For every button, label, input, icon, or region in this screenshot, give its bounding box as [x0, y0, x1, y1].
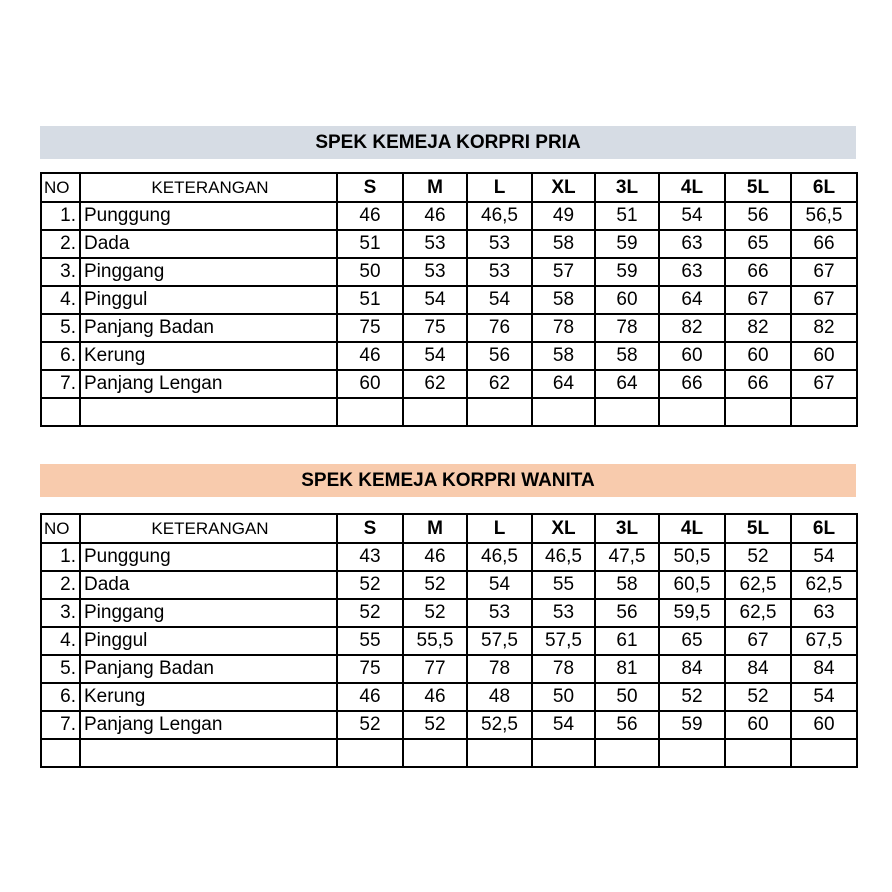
- empty-cell: [725, 739, 791, 767]
- measurement-cell: 62,5: [791, 571, 857, 599]
- measurement-cell: 61: [595, 627, 659, 655]
- table-row: [41, 286, 857, 314]
- row-label: Dada: [80, 571, 337, 599]
- table-row: [41, 655, 857, 683]
- measurement-cell: 54: [467, 286, 532, 314]
- header-no: NO: [41, 514, 80, 543]
- empty-cell: [467, 739, 532, 767]
- row-number: 2.: [41, 230, 80, 258]
- row-label: Panjang Lengan: [80, 711, 337, 739]
- measurement-cell: 64: [532, 370, 595, 398]
- measurement-cell: 63: [791, 599, 857, 627]
- measurement-cell: 54: [659, 202, 725, 230]
- row-label: Panjang Badan: [80, 655, 337, 683]
- measurement-cell: 46: [403, 202, 467, 230]
- measurement-cell: 50,5: [659, 543, 725, 571]
- measurement-cell: 84: [725, 655, 791, 683]
- header-size: XL: [532, 173, 595, 202]
- measurement-cell: 47,5: [595, 543, 659, 571]
- empty-cell: [467, 398, 532, 426]
- header-row: [41, 514, 857, 543]
- measurement-cell: 52: [403, 599, 467, 627]
- row-number: 3.: [41, 258, 80, 286]
- row-label: Pinggul: [80, 286, 337, 314]
- measurement-cell: 57: [532, 258, 595, 286]
- measurement-cell: 77: [403, 655, 467, 683]
- measurement-cell: 63: [659, 258, 725, 286]
- measurement-cell: 46,5: [467, 543, 532, 571]
- measurement-cell: 46: [403, 543, 467, 571]
- measurement-cell: 81: [595, 655, 659, 683]
- measurement-cell: 52: [403, 571, 467, 599]
- header-size: M: [403, 173, 467, 202]
- measurement-cell: 64: [659, 286, 725, 314]
- table-row: [41, 683, 857, 711]
- measurement-cell: 60,5: [659, 571, 725, 599]
- header-size: 6L: [791, 173, 857, 202]
- row-label: Dada: [80, 230, 337, 258]
- table-row: [41, 370, 857, 398]
- measurement-cell: 82: [791, 314, 857, 342]
- measurement-cell: 59: [595, 258, 659, 286]
- header-size: XL: [532, 514, 595, 543]
- measurement-cell: 52: [337, 599, 403, 627]
- measurement-cell: 46,5: [467, 202, 532, 230]
- measurement-cell: 53: [403, 258, 467, 286]
- measurement-cell: 66: [659, 370, 725, 398]
- measurement-cell: 60: [791, 711, 857, 739]
- header-no: NO: [41, 173, 80, 202]
- measurement-cell: 82: [659, 314, 725, 342]
- measurement-cell: 78: [467, 655, 532, 683]
- measurement-cell: 60: [725, 342, 791, 370]
- measurement-cell: 54: [532, 711, 595, 739]
- empty-cell: [791, 739, 857, 767]
- measurement-cell: 53: [467, 230, 532, 258]
- table-row: [41, 202, 857, 230]
- measurement-cell: 66: [791, 230, 857, 258]
- measurement-cell: 78: [532, 655, 595, 683]
- measurement-cell: 58: [532, 286, 595, 314]
- measurement-cell: 46: [403, 683, 467, 711]
- row-number: 3.: [41, 599, 80, 627]
- measurement-cell: 58: [595, 342, 659, 370]
- empty-cell: [80, 739, 337, 767]
- table-row: [41, 571, 857, 599]
- empty-cell: [659, 398, 725, 426]
- empty-cell: [532, 739, 595, 767]
- row-label: Pinggang: [80, 258, 337, 286]
- table-row: [41, 230, 857, 258]
- header-size: 5L: [725, 514, 791, 543]
- measurement-cell: 43: [337, 543, 403, 571]
- empty-cell: [595, 398, 659, 426]
- measurement-cell: 52,5: [467, 711, 532, 739]
- measurement-cell: 64: [595, 370, 659, 398]
- row-label: Kerung: [80, 342, 337, 370]
- row-label: Panjang Lengan: [80, 370, 337, 398]
- row-number: 1.: [41, 202, 80, 230]
- measurement-cell: 62,5: [725, 571, 791, 599]
- measurement-cell: 78: [532, 314, 595, 342]
- measurement-cell: 54: [403, 342, 467, 370]
- empty-cell: [725, 398, 791, 426]
- empty-cell: [80, 398, 337, 426]
- pria-size-table: [40, 172, 858, 427]
- measurement-cell: 62: [403, 370, 467, 398]
- measurement-cell: 60: [725, 711, 791, 739]
- header-size: L: [467, 514, 532, 543]
- measurement-cell: 53: [467, 258, 532, 286]
- measurement-cell: 75: [337, 655, 403, 683]
- row-number: 4.: [41, 627, 80, 655]
- measurement-cell: 84: [791, 655, 857, 683]
- measurement-cell: 54: [403, 286, 467, 314]
- empty-cell: [791, 398, 857, 426]
- measurement-cell: 52: [337, 571, 403, 599]
- measurement-cell: 55: [532, 571, 595, 599]
- measurement-cell: 51: [337, 286, 403, 314]
- header-size: S: [337, 173, 403, 202]
- empty-cell: [41, 739, 80, 767]
- row-number: 6.: [41, 342, 80, 370]
- row-label: Panjang Badan: [80, 314, 337, 342]
- table-row: [41, 599, 857, 627]
- row-label: Punggung: [80, 202, 337, 230]
- measurement-cell: 52: [725, 543, 791, 571]
- measurement-cell: 56: [725, 202, 791, 230]
- header-size: L: [467, 173, 532, 202]
- row-label: Pinggul: [80, 627, 337, 655]
- measurement-cell: 67: [791, 370, 857, 398]
- table-row: [41, 342, 857, 370]
- measurement-cell: 58: [532, 342, 595, 370]
- row-number: 5.: [41, 314, 80, 342]
- measurement-cell: 63: [659, 230, 725, 258]
- table-row: [41, 627, 857, 655]
- measurement-cell: 59: [595, 230, 659, 258]
- measurement-cell: 56: [595, 711, 659, 739]
- row-label: Kerung: [80, 683, 337, 711]
- measurement-cell: 46,5: [532, 543, 595, 571]
- measurement-cell: 60: [659, 342, 725, 370]
- header-size: 4L: [659, 514, 725, 543]
- row-number: 2.: [41, 571, 80, 599]
- wanita-table-title: SPEK KEMEJA KORPRI WANITA: [40, 464, 856, 497]
- measurement-cell: 54: [791, 683, 857, 711]
- empty-cell: [337, 398, 403, 426]
- table-row: [41, 543, 857, 571]
- row-label: Pinggang: [80, 599, 337, 627]
- measurement-cell: 67: [791, 286, 857, 314]
- measurement-cell: 58: [532, 230, 595, 258]
- header-keterangan: KETERANGAN: [80, 173, 337, 202]
- row-label: Punggung: [80, 543, 337, 571]
- empty-cell: [403, 739, 467, 767]
- wanita-size-table: [40, 513, 858, 768]
- measurement-cell: 76: [467, 314, 532, 342]
- header-size: 4L: [659, 173, 725, 202]
- measurement-cell: 75: [403, 314, 467, 342]
- measurement-cell: 46: [337, 342, 403, 370]
- table-row: [41, 711, 857, 739]
- measurement-cell: 65: [725, 230, 791, 258]
- measurement-cell: 62: [467, 370, 532, 398]
- measurement-cell: 54: [791, 543, 857, 571]
- empty-cell: [403, 398, 467, 426]
- header-row: [41, 173, 857, 202]
- header-size: 3L: [595, 514, 659, 543]
- row-number: 6.: [41, 683, 80, 711]
- measurement-cell: 66: [725, 370, 791, 398]
- measurement-cell: 55,5: [403, 627, 467, 655]
- pria-table-title: SPEK KEMEJA KORPRI PRIA: [40, 126, 856, 159]
- measurement-cell: 56: [467, 342, 532, 370]
- measurement-cell: 50: [532, 683, 595, 711]
- measurement-cell: 56,5: [791, 202, 857, 230]
- measurement-cell: 57,5: [532, 627, 595, 655]
- measurement-cell: 59,5: [659, 599, 725, 627]
- measurement-cell: 75: [337, 314, 403, 342]
- measurement-cell: 51: [337, 230, 403, 258]
- measurement-cell: 60: [337, 370, 403, 398]
- header-size: 6L: [791, 514, 857, 543]
- empty-cell: [659, 739, 725, 767]
- measurement-cell: 52: [725, 683, 791, 711]
- measurement-cell: 57,5: [467, 627, 532, 655]
- header-size: 3L: [595, 173, 659, 202]
- empty-row: [41, 398, 857, 426]
- measurement-cell: 53: [403, 230, 467, 258]
- measurement-cell: 65: [659, 627, 725, 655]
- measurement-cell: 50: [337, 258, 403, 286]
- measurement-cell: 60: [595, 286, 659, 314]
- measurement-cell: 46: [337, 683, 403, 711]
- measurement-cell: 46: [337, 202, 403, 230]
- measurement-cell: 67: [725, 627, 791, 655]
- measurement-cell: 50: [595, 683, 659, 711]
- header-size: M: [403, 514, 467, 543]
- empty-row: [41, 739, 857, 767]
- measurement-cell: 59: [659, 711, 725, 739]
- measurement-cell: 78: [595, 314, 659, 342]
- empty-cell: [532, 398, 595, 426]
- measurement-cell: 55: [337, 627, 403, 655]
- measurement-cell: 66: [725, 258, 791, 286]
- measurement-cell: 53: [532, 599, 595, 627]
- measurement-cell: 48: [467, 683, 532, 711]
- row-number: 7.: [41, 370, 80, 398]
- measurement-cell: 52: [403, 711, 467, 739]
- empty-cell: [337, 739, 403, 767]
- measurement-cell: 67,5: [791, 627, 857, 655]
- table-row: [41, 314, 857, 342]
- measurement-cell: 84: [659, 655, 725, 683]
- header-size: 5L: [725, 173, 791, 202]
- measurement-cell: 52: [337, 711, 403, 739]
- measurement-cell: 82: [725, 314, 791, 342]
- measurement-cell: 51: [595, 202, 659, 230]
- row-number: 5.: [41, 655, 80, 683]
- empty-cell: [41, 398, 80, 426]
- header-size: S: [337, 514, 403, 543]
- measurement-cell: 67: [791, 258, 857, 286]
- header-keterangan: KETERANGAN: [80, 514, 337, 543]
- measurement-cell: 62,5: [725, 599, 791, 627]
- measurement-cell: 49: [532, 202, 595, 230]
- row-number: 7.: [41, 711, 80, 739]
- measurement-cell: 53: [467, 599, 532, 627]
- measurement-cell: 58: [595, 571, 659, 599]
- measurement-cell: 52: [659, 683, 725, 711]
- measurement-cell: 67: [725, 286, 791, 314]
- measurement-cell: 56: [595, 599, 659, 627]
- measurement-cell: 60: [791, 342, 857, 370]
- table-row: [41, 258, 857, 286]
- empty-cell: [595, 739, 659, 767]
- measurement-cell: 54: [467, 571, 532, 599]
- row-number: 1.: [41, 543, 80, 571]
- row-number: 4.: [41, 286, 80, 314]
